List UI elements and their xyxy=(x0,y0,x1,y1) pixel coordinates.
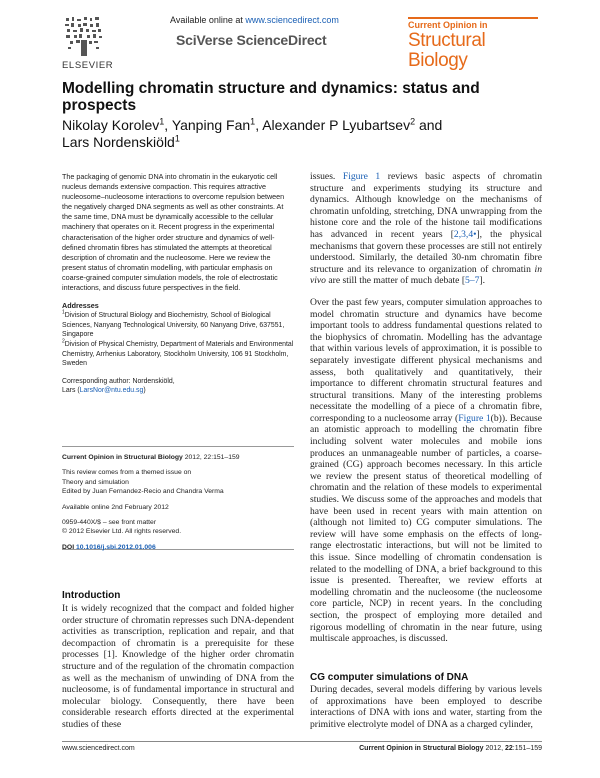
right-column xyxy=(310,171,542,655)
author-name: Nikolay Korolev xyxy=(62,117,160,133)
author-affiliation: 1 xyxy=(250,116,256,127)
cg-section-body: During decades, several models differing by various levels of approximations have been employed to describe interactions of DNA with ions and water, starting from the primitive electrolyte model of DNA as a charged cylinder, xyxy=(310,684,542,730)
introduction-heading: Introduction xyxy=(62,590,121,601)
figure-ref-link[interactable]: Figure 1 xyxy=(342,171,381,182)
doi-line: DOI 10.1016/j.sbi.2012.01.006 xyxy=(62,543,156,551)
author-affiliation: 1 xyxy=(174,133,180,144)
address-item: $^1$Division of Structural Biology and Biochemistry, School of Biological Sciences, Nanyang Technological University, 60 Nanyang Drive, 637551, Singapore xyxy=(62,309,285,338)
issn-line: 0959-440X/$ – see front matter xyxy=(62,519,157,527)
editors-line: Edited by Juan Fernandez-Recio and Chandra Verma xyxy=(62,488,224,496)
author-email-link[interactable]: LarsNor@ntu.edu.sg xyxy=(79,386,144,394)
abstract: The packaging of genomic DNA into chromatin in the eukaryotic cell nucleus demands extensive compaction. This requires attractive nucleosome–nucleosome interactions to overcome repulsion between the negatively charged DNA segments as well as other constraints. At the same time, DNA must be dynamically accessible to the cellular machinery that operates on it. Recent progress in the experimental characterisation of the higher order structure and dynamics of well-defined chromatin fibres has stimulated the attempts at theoretical description of chromatin and the nucleosome. Here we review the present status of chromatin modelling, with particular emphasis on coarse-grained computer simulation models, the role of electrostatic interactions, and discuss future perspectives in the field. xyxy=(62,172,285,293)
doi-link[interactable]: 10.1016/j.sbi.2012.01.006 xyxy=(75,543,156,551)
author-name: Lars Nordenskiöld xyxy=(62,134,175,150)
journal-logo xyxy=(408,17,538,71)
author-name: Yanping Fan xyxy=(171,117,251,133)
available-date: Available online 2nd February 2012 xyxy=(62,503,169,511)
cg-section-heading: CG computer simulations of DNA xyxy=(310,672,469,683)
available-online-line: Available online at www.sciencedirect.com xyxy=(170,15,339,25)
footer-citation: Current Opinion in Structural Biology 2012, 22:151–159 xyxy=(359,745,542,752)
author-affiliation: 1 xyxy=(159,116,165,127)
citation-line: Current Opinion in Structural Biology 2012, 22:151–159 xyxy=(62,454,240,461)
right-paragraph-2: Over the past few years, computer simulation approaches to model chromatin structure and dynamics have become important tools to address fundamental questions related to the biophysics of chromatin. Modelling has the advantage that within various levels of approximation, it is possible to separately investigate different physical mechanisms and assess, both qualitatively and quantitatively, their importance to different chromatin structural features and structural transitions. Many of the interesting problems necessitate the modelling of a piece of a chromatin fibre, corresponding to a nucleosome array (Figure 1(b)). Because an atomistic approach to modelling the chromatin fibre including solvent water molecules and mobile ions produces an unmanageable number of particles, a coarse-grained (CG) approach becomes necessary. In this article we review the present status of theoretical modelling of chromatin and the relation of these models to experimental studies. We discuss some of the approaches and models that have been used in recent years with main attention on (although not limited to) CG computer simulations. The review will have some emphasis on the effects of long-range electrostatic interactions, but will not be limited to this issue. Since modelling of chromatin condensation is related to the modelling of DNA, a brief background to this issue is presented. Thereafter, we review efforts at modelling chromatin and the nucleosome (the nucleosome core particle, NCP) in recent years. In the concluding section, the prospect of employing more detailed and rigorous modelling of chromatin in the near future, using multiscale approaches, is discussed. xyxy=(310,296,542,645)
page-header xyxy=(62,14,538,78)
copyright-line: © 2012 Elsevier Ltd. All rights reserved. xyxy=(62,528,182,536)
journal-logo-main: Structural Biology xyxy=(408,30,486,71)
addresses-heading: Addresses xyxy=(62,301,99,311)
page-footer xyxy=(62,741,542,752)
author-affiliation: 2 xyxy=(410,116,416,127)
address-item: $^2$Division of Physical Chemistry, Department of Materials and Environmental Chemistry, Arrhenius Laboratory, Stockholm University, 106 91 Stockholm, Sweden xyxy=(62,339,294,368)
introduction-body: It is widely recognized that the compact and folded higher order structure of chromatin represses such DNA-dependent activities as transcription, replication and repair, and that decompaction of chromatin is a prerequisite for these processes [1]. Knowledge of the higher order chromatin structure and of the regulation of the chromatin compaction as well as the mechanism of unwinding of DNA from the nucleosome, is of fundamental importance in structural and molecular biology. Consequently, there have been considerable research efforts directed at the experimental studies of these xyxy=(62,603,294,730)
author-list: Nikolay Korolev$^1$, Yanping Fan$^1$, Alexander P Lyubartsev$^2$ and Lars Nordenskiöld$^1$ xyxy=(62,116,443,150)
article-info-box xyxy=(62,446,294,550)
journal-logo-top: Current Opinion in xyxy=(408,17,538,31)
figure-ref-link[interactable]: Figure 1 xyxy=(458,412,491,424)
right-paragraph-1: issues. Figure 1 reviews basic aspects of chromatin structure and experiments studying its structure and dynamics. Although knowledge on the mechanisms of chromatin unfolding, stretching, DNA unwrapping from the histone core and the role of the histone tail modifications has advanced in recent years [2,3,4•], the physical mechanisms that govern these processes are still not entirely understood. Similarly, the detailed 30-nm chromatin fibre structure and its relevance to organization of chromatin in vivo are still the matter of much debate [5–7]. xyxy=(310,171,543,287)
themed-issue-topic: Theory and simulation xyxy=(62,478,129,486)
footer-site-link[interactable]: www.sciencedirect.com xyxy=(62,745,135,752)
themed-issue-line: This review comes from a themed issue on xyxy=(62,469,192,477)
elsevier-tree-logo xyxy=(62,14,106,58)
citation-link[interactable]: 5–7 xyxy=(465,275,480,287)
publisher-name: ELSEVIER xyxy=(62,60,114,71)
citation-link[interactable]: 2,3,4• xyxy=(453,228,477,240)
sciencedirect-link[interactable]: www.sciencedirect.com xyxy=(245,15,339,25)
left-column xyxy=(62,172,294,395)
platform-name: SciVerse ScienceDirect xyxy=(176,32,327,48)
corresponding-author: Corresponding author: Nordenskiöld, Lars (LarsNor@ntu.edu.sg) xyxy=(62,377,175,394)
author-name: Alexander P Lyubartsev xyxy=(262,117,411,133)
article-title: Modelling chromatin structure and dynamics: status and prospects xyxy=(62,80,480,114)
